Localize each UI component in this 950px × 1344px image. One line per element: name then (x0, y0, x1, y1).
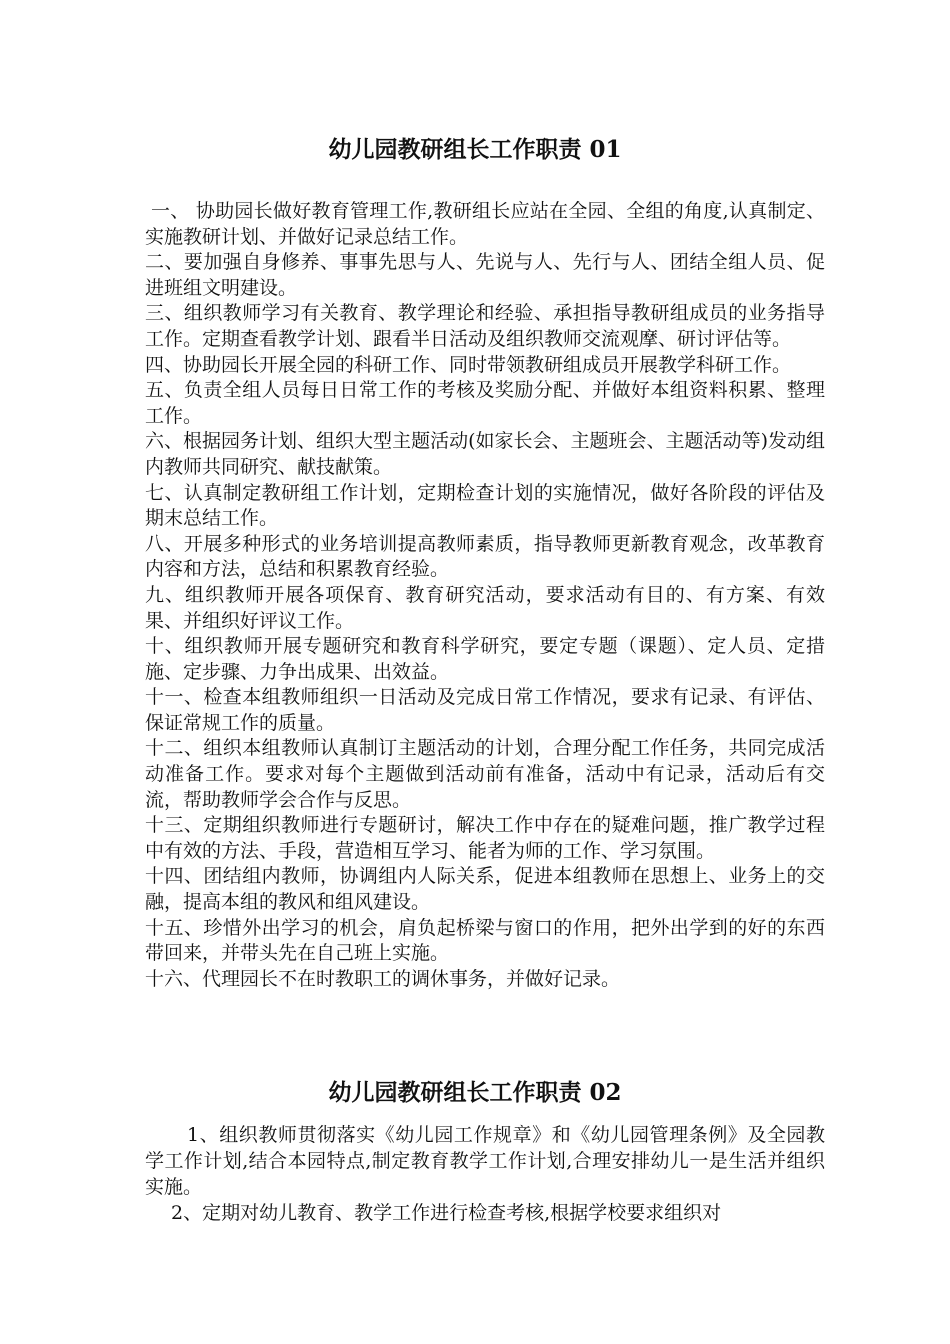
duty-paragraph: 十二、组织本组教师认真制订主题活动的计划，合理分配工作任务，共同完成活动准备工作。要求对每个主题做到活动前有准备，活动中有记录，活动后有交流，帮助教师学会合作与反思。 (145, 737, 825, 811)
duty-paragraph: 十五、珍惜外出学习的机会，肩负起桥梁与窗口的作用，把外出学到的好的东西带回来，并带头先在自己班上实施。 (145, 916, 825, 965)
duty-paragraph: 九、组织教师开展各项保育、教育研究活动，要求活动有目的、有方案、有效果、并组织好评议工作。 (145, 583, 825, 632)
duty-paragraph: 十三、定期组织教师进行专题研讨，解决工作中存在的疑难问题，推广教学过程中有效的方法、手段，营造相互学习、能者为师的工作、学习氛围。 (145, 814, 825, 862)
duty-paragraph: 十六、代理园长不在时教职工的调休事务，并做好记录。 (145, 967, 621, 990)
duty-paragraph: 四、协助园长开展全园的科研工作、同时带领教研组成员开展教学科研工作。 (145, 353, 792, 376)
duty-paragraph: 1、组织教师贯彻落实《幼儿园工作规章》和《幼儿园管理条例》及全园教学工作计划,结合本园特点,制定教育教学工作计划,合理安排幼儿一是生活并组织实施。 (145, 1124, 825, 1198)
duty-paragraph: 二、要加强自身修养、事事先思与人、先说与人、先行与人、团结全组人员、促进班组文明建设。 (145, 251, 825, 299)
duty-paragraph: 六、根据园务计划、组织大型主题活动(如家长会、主题班会、主题活动等)发动组内教师共同研究、献技献策。 (145, 430, 825, 478)
duty-paragraph: 七、认真制定教研组工作计划，定期检查计划的实施情况，做好各阶段的评估及期末总结工作。 (145, 481, 825, 530)
section-title-01: 幼儿园教研组长工作职责 01 (328, 136, 622, 163)
duty-paragraph: 三、组织教师学习有关教育、教学理论和经验、承担指导教研组成员的业务指导工作。定期查看教学计划、跟看半日活动及组织教师交流观摩、研讨评估等。 (145, 302, 825, 350)
duty-paragraph: 2、定期对幼儿教育、教学工作进行检查考核,根据学校要求组织对 (171, 1202, 722, 1224)
section-body-02 (145, 1122, 825, 1226)
duty-paragraph: 十、组织教师开展专题研究和教育科学研究，要定专题（课题）、定人员、定措施、定步骤、力争出成果、出效益。 (145, 635, 825, 683)
section-title-02: 幼儿园教研组长工作职责 02 (328, 1079, 622, 1106)
section-body-01 (145, 199, 825, 992)
duty-paragraph: 十一、检查本组教师组织一日活动及完成日常工作情况，要求有记录、有评估、保证常规工作的质量。 (145, 686, 825, 734)
duty-paragraph: 八、开展多种形式的业务培训提高教师素质，指导教师更新教育观念，改革教育内容和方法，总结和积累教育经验。 (145, 532, 825, 581)
duty-paragraph: 五、负责全组人员每日日常工作的考核及奖励分配、并做好本组资料积累、整理工作。 (145, 379, 825, 427)
duty-paragraph: 十四、团结组内教师，协调组内人际关系，促进本组教师在思想上、业务上的交融，提高本组的教风和组风建设。 (145, 865, 825, 914)
duty-paragraph: 一、 协助园长做好教育管理工作,教研组长应站在全园、全组的角度,认真制定、实施教研计划、并做好记录总结工作。 (145, 200, 825, 248)
